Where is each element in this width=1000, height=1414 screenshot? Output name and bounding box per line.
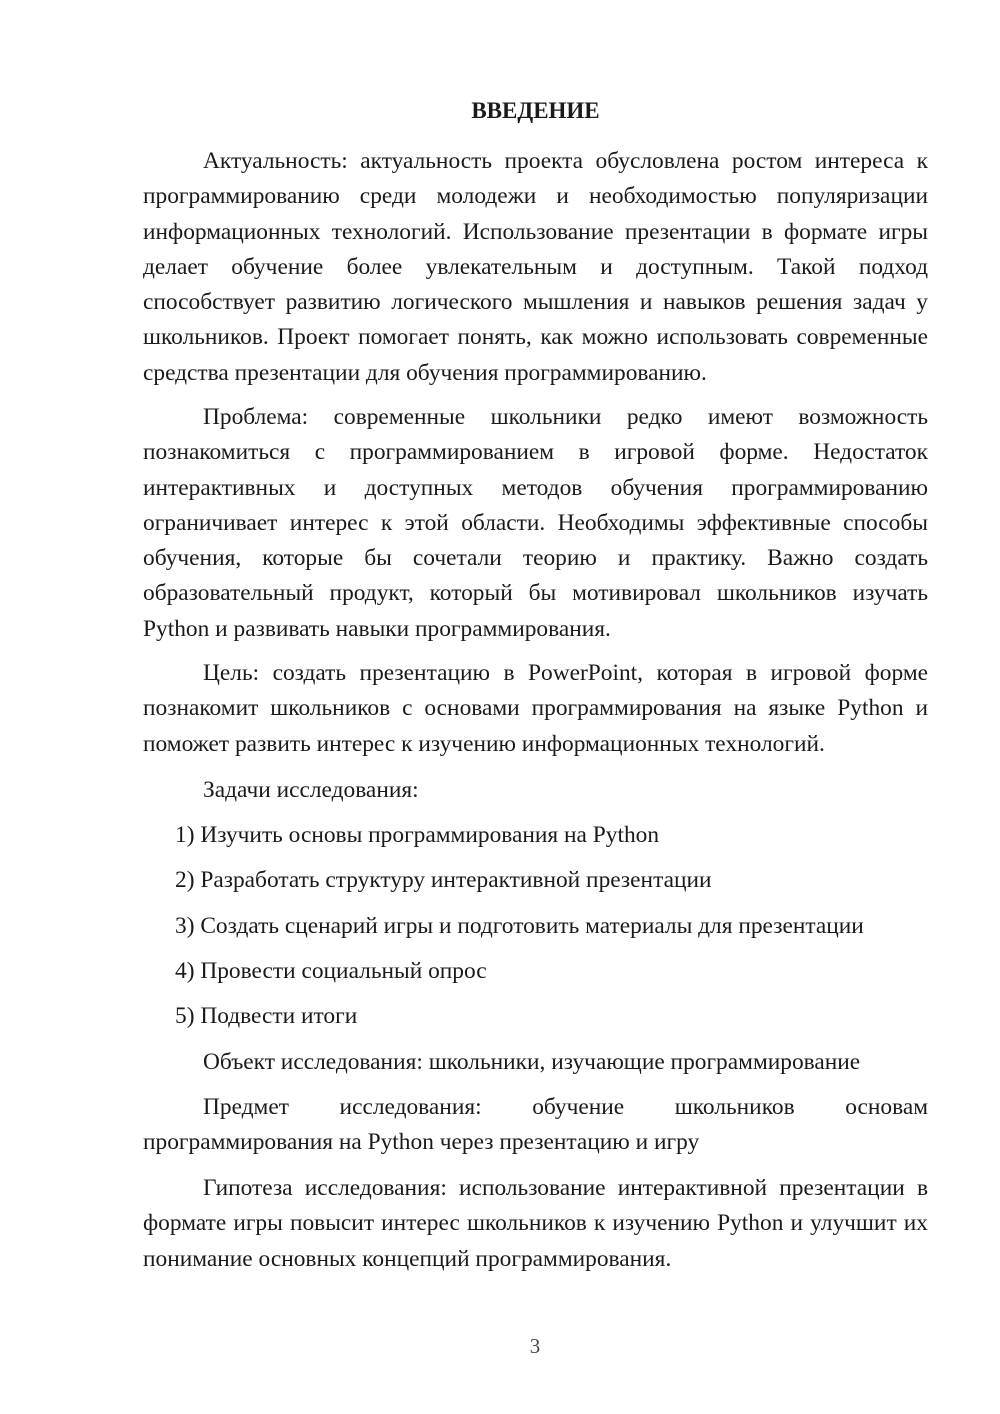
page-number: 3 xyxy=(529,1334,541,1358)
task-item-1: 1) Изучить основы программирования на Python xyxy=(175,822,660,848)
hypothesis-paragraph: Гипотеза исследования: использование интерактивной презентации в формате игры повысит интерес школьников к изучению Python и улучшит их понимание основных концепций программирования. xyxy=(143,1175,928,1272)
problem-paragraph: Проблема: современные школьники редко имеют возможность познакомиться с программированием в игровой форме. Недостаток интерактивных и доступных методов обучения программированию ограничивает интерес к этой области. Необходимы эффективные способы обучения, которые бы сочетали теорию и практику. Важно создать образовательный продукт, который бы мотивировал школьников изучать Python и развивать навыки программирования. xyxy=(143,404,928,642)
page-title: ВВЕДЕНИЕ xyxy=(471,98,600,123)
task-item-4: 4) Провести социальный опрос xyxy=(175,958,487,984)
subject-paragraph: Предмет исследования: обучение школьников основам программирования на Python через презентацию и игру xyxy=(143,1094,928,1156)
task-item-5: 5) Подвести итоги xyxy=(175,1003,358,1029)
object-paragraph: Объект исследования: школьники, изучающие программирование xyxy=(203,1049,861,1075)
tasks-heading: Задачи исследования: xyxy=(203,777,419,803)
task-item-2: 2) Разработать структуру интерактивной презентации xyxy=(175,867,712,893)
goal-paragraph: Цель: создать презентацию в PowerPoint, которая в игровой форме познакомит школьников с основами программирования на языке Python и поможет развить интерес к изучению информационных технологий. xyxy=(143,660,928,757)
task-item-3: 3) Создать сценарий игры и подготовить материалы для презентации xyxy=(175,913,864,939)
relevance-paragraph: Актуальность: актуальность проекта обусловлена ростом интереса к программированию среди молодежи и необходимостью популяризации информационных технологий. Использование презентации в формате игры делает обучение более увлекательным и доступным. Такой подход способствует развитию логического мышления и навыков решения задач у школьников. Проект помогает понять, как можно использовать современные средства презентации для обучения программированию. xyxy=(143,148,928,386)
